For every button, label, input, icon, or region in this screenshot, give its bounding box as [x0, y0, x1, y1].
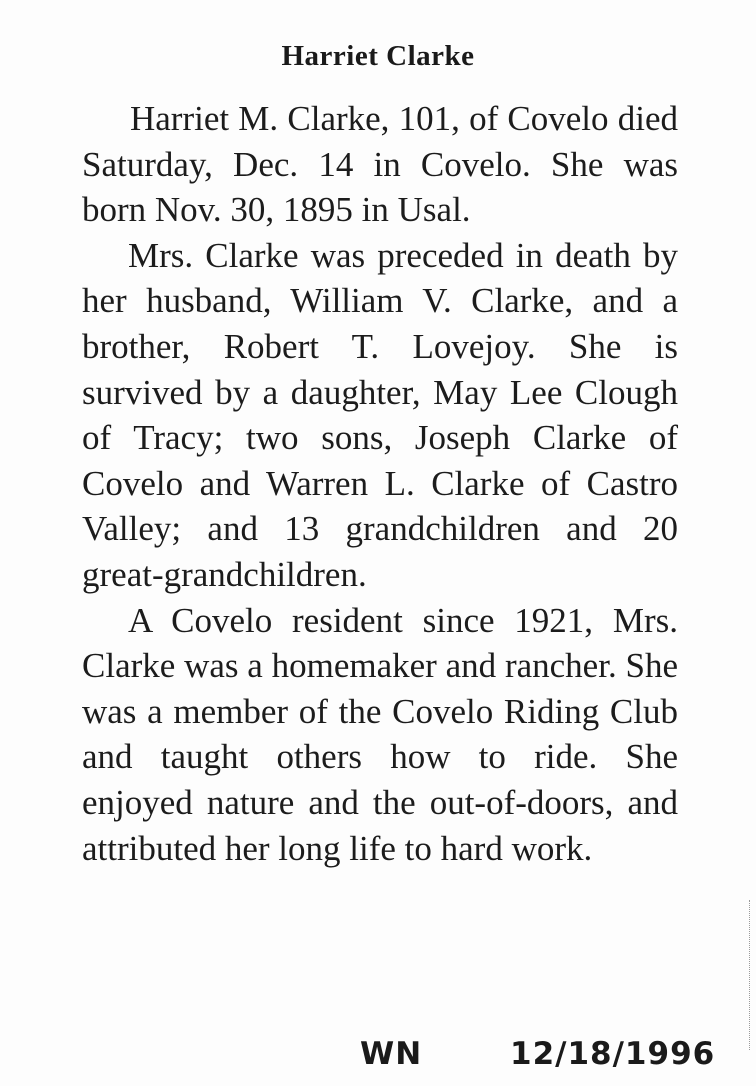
paragraph-biography: A Covelo resident since 1921, Mrs. Clarke was a homemaker and rancher. She was a member of the Covelo Riding Club and taught others how to ride. She enjoyed nature and the out-of-doors, and attributed her long life to hard work. [82, 600, 678, 868]
clipping-edge [749, 900, 756, 1050]
obituary-body [82, 96, 678, 871]
paragraph-death-notice: Harriet M. Clarke, 101, of Covelo died Saturday, Dec. 14 in Covelo. She was born Nov. 30, 1895 in Usal. [82, 99, 678, 230]
publication-date: 12/18/1996 [510, 1036, 716, 1072]
publication-mark: WN [360, 1036, 423, 1072]
paragraph-family: Mrs. Clarke was preceded in death by her husband, William V. Clarke, and a brother, Robert T. Lovejoy. She is survived by a daughter, May Lee Clough of Tracy; two sons, Joseph Clarke of Covelo and Warren L. Clarke of Castro Valley; and 13 grandchildren and 20 great-grandchildren. [82, 235, 678, 594]
obituary-headline: Harriet Clarke [281, 40, 475, 72]
